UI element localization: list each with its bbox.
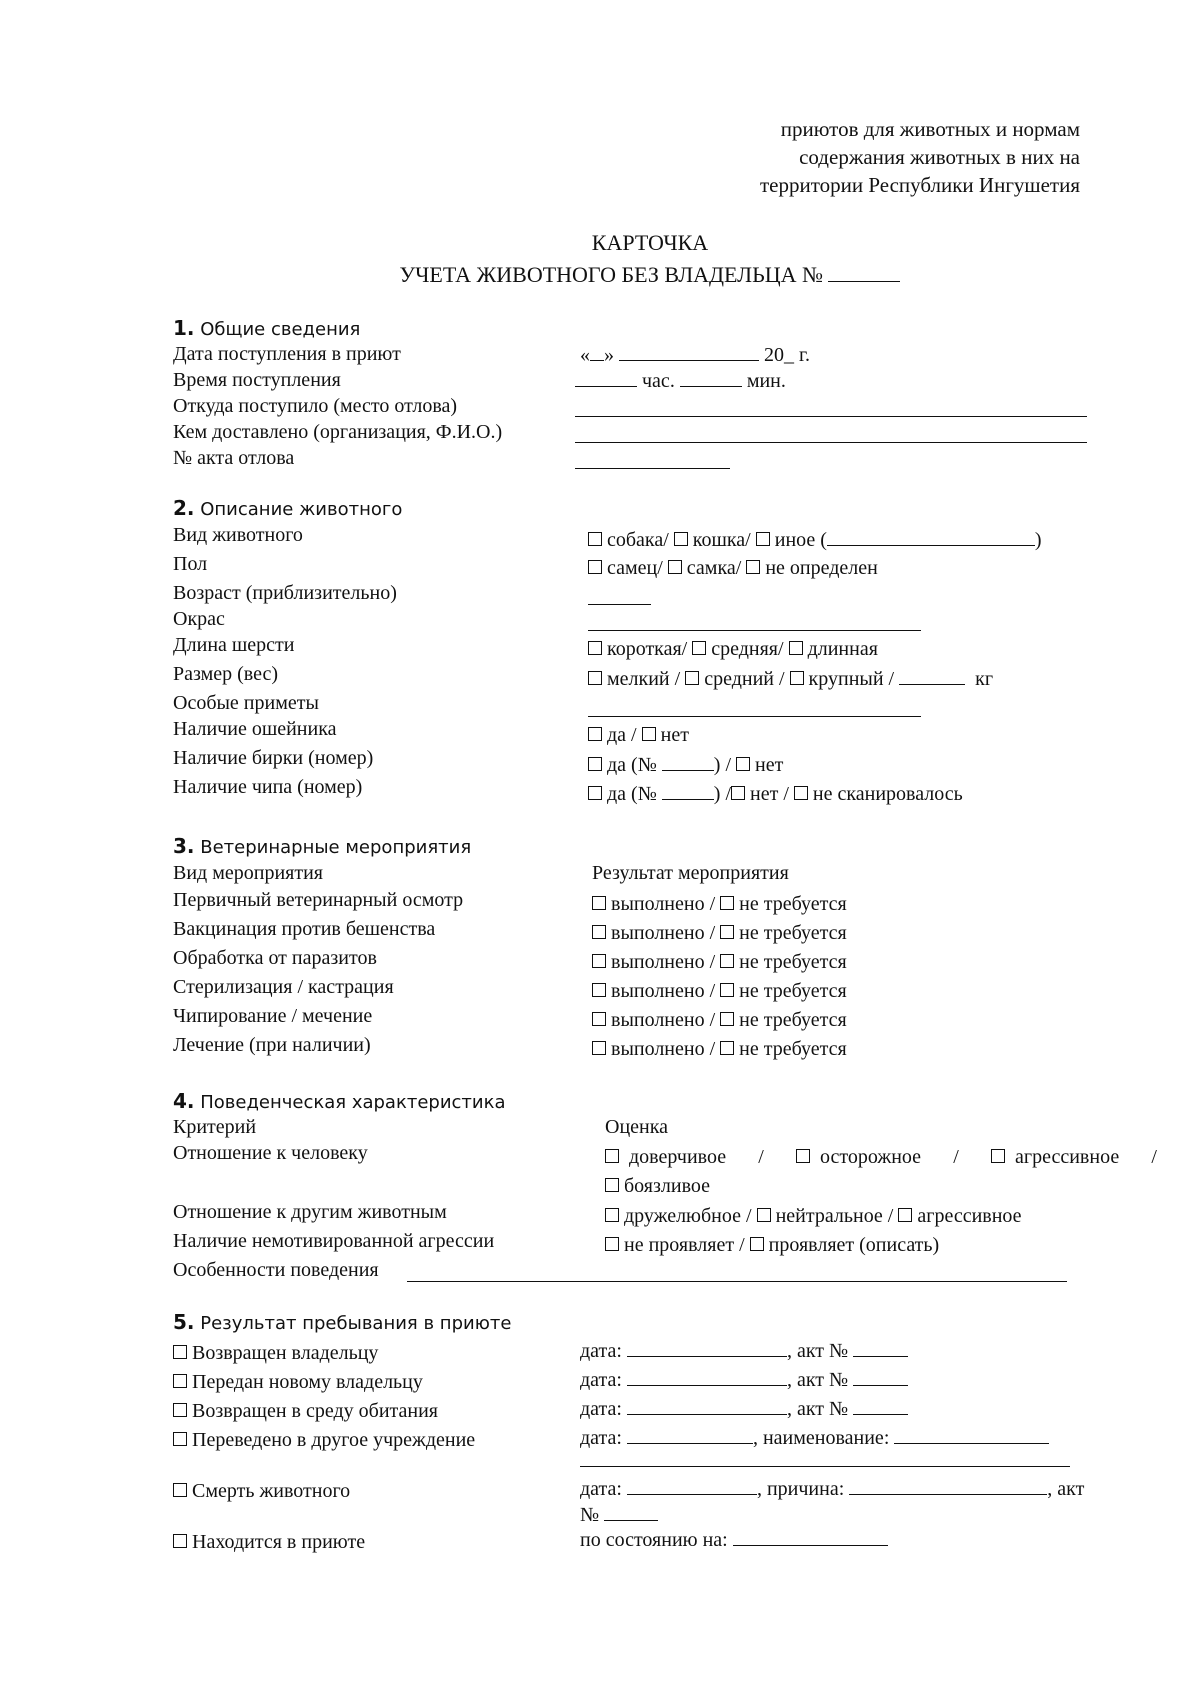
card-number-blank[interactable]	[828, 263, 900, 282]
chip-no-checkbox[interactable]	[731, 786, 745, 800]
outcome-new-owner-fields: дата: , акт №	[580, 1367, 908, 1392]
tag-options: да (№ ) / нет	[588, 752, 783, 777]
outcome-death-fields: дата: , причина: , акт	[580, 1478, 1085, 1500]
vet-done-checkbox[interactable]	[592, 954, 606, 968]
vet-not-required-checkbox[interactable]	[720, 954, 734, 968]
tag-yes-checkbox[interactable]	[588, 757, 602, 771]
capture-place-line[interactable]	[575, 416, 1087, 417]
section-5-heading: 5. Результат пребывания в приюте	[173, 1310, 512, 1334]
vet-row-label: Чипирование / мечение	[173, 1005, 373, 1027]
chip-label: Наличие чипа (номер)	[173, 776, 363, 798]
header-line-2: содержания животных в них на	[799, 145, 1080, 169]
vet-row-label: Первичный ветеринарный осмотр	[173, 889, 464, 911]
outcome-in-shelter: Находится в приюте	[173, 1530, 365, 1554]
behavior-features-label: Особенности поведения	[173, 1259, 379, 1281]
transfer-checkbox[interactable]	[173, 1432, 187, 1446]
header-line-3: территории Республики Ингушетия	[759, 173, 1080, 197]
habitat-checkbox[interactable]	[173, 1403, 187, 1417]
vet-col-result: Результат мероприятия	[592, 862, 789, 884]
outcome-habitat-fields: дата: , акт №	[580, 1396, 908, 1421]
arrival-time-field[interactable]: час. мин.	[575, 368, 786, 393]
behavior-col-criterion: Критерий	[173, 1116, 257, 1138]
vet-not-required-checkbox[interactable]	[720, 983, 734, 997]
vet-row-label: Лечение (при наличии)	[173, 1034, 371, 1056]
collar-options: да / нет	[588, 723, 689, 747]
arrival-time-label: Время поступления	[173, 369, 341, 391]
species-other-blank[interactable]	[827, 527, 1035, 546]
chip-not-scanned-checkbox[interactable]	[794, 786, 808, 800]
behavior-features-line[interactable]	[407, 1281, 1067, 1282]
vet-row-result: выполнено / не требуется	[592, 1008, 847, 1032]
size-options: мелкий / средний / крупный / кг	[588, 666, 993, 691]
human-aggressive-checkbox[interactable]	[991, 1149, 1005, 1163]
vet-row-result: выполнено / не требуется	[592, 1037, 847, 1061]
fur-label: Длина шерсти	[173, 634, 295, 656]
age-label: Возраст (приблизительно)	[173, 582, 397, 604]
species-label: Вид животного	[173, 524, 303, 546]
vet-done-checkbox[interactable]	[592, 1041, 606, 1055]
unmotivated-aggression-options: не проявляет / проявляет (описать)	[605, 1233, 939, 1257]
death-checkbox[interactable]	[173, 1483, 187, 1497]
outcome-transfer-fields: дата: , наименование:	[580, 1425, 1049, 1450]
size-large-checkbox[interactable]	[790, 671, 804, 685]
vet-row-label: Обработка от паразитов	[173, 947, 377, 969]
fur-short-checkbox[interactable]	[588, 641, 602, 655]
vet-not-required-checkbox[interactable]	[720, 1012, 734, 1026]
tag-number-blank[interactable]	[662, 752, 714, 771]
capture-act-label: № акта отлова	[173, 447, 295, 469]
arrival-date-label: Дата поступления в приют	[173, 343, 401, 365]
vet-done-checkbox[interactable]	[592, 896, 606, 910]
sex-male-checkbox[interactable]	[588, 560, 602, 574]
vet-row-result: выполнено / не требуется	[592, 921, 847, 945]
vet-not-required-checkbox[interactable]	[720, 925, 734, 939]
vet-row-label: Стерилизация / кастрация	[173, 976, 394, 998]
human-cautious-checkbox[interactable]	[796, 1149, 810, 1163]
section-4-heading: 4. Поведенческая характеристика	[173, 1089, 506, 1113]
outcome-returned: Возвращен владельцу	[173, 1341, 378, 1365]
sex-female-checkbox[interactable]	[668, 560, 682, 574]
human-trusting-checkbox[interactable]	[605, 1149, 619, 1163]
tag-no-checkbox[interactable]	[736, 757, 750, 771]
weight-blank[interactable]	[899, 666, 965, 685]
section-2-heading: 2. Описание животного	[173, 496, 403, 520]
chip-number-blank[interactable]	[662, 781, 714, 800]
species-options: собака/ кошка/ иное ( )	[588, 527, 1042, 552]
human-fearful-option: боязливое	[605, 1174, 710, 1198]
size-label: Размер (вес)	[173, 663, 279, 685]
animals-attitude-options: дружелюбное / нейтральное / агрессивное	[605, 1204, 1022, 1228]
human-attitude-label: Отношение к человеку	[173, 1142, 368, 1164]
age-line[interactable]	[588, 604, 651, 605]
outcome-death-act: №	[580, 1502, 658, 1527]
species-other-checkbox[interactable]	[756, 532, 770, 546]
special-marks-label: Особые приметы	[173, 692, 319, 714]
delivered-by-label: Кем доставлено (организация, Ф.И.О.)	[173, 421, 503, 443]
behavior-col-rating: Оценка	[605, 1116, 669, 1138]
vet-row-label: Вакцинация против бешенства	[173, 918, 436, 940]
human-fearful-checkbox[interactable]	[605, 1178, 619, 1192]
vet-row-result: выполнено / не требуется	[592, 979, 847, 1003]
chip-yes-checkbox[interactable]	[588, 786, 602, 800]
vet-not-required-checkbox[interactable]	[720, 1041, 734, 1055]
color-line[interactable]	[588, 630, 921, 631]
vet-done-checkbox[interactable]	[592, 983, 606, 997]
form-subtitle	[0, 260, 1200, 290]
sex-options: самец/ самка/ не определен	[588, 556, 878, 580]
animals-friendly-checkbox[interactable]	[605, 1208, 619, 1222]
new-owner-checkbox[interactable]	[173, 1374, 187, 1388]
section-1-heading: 1. Общие сведения	[173, 316, 361, 340]
arrival-date-field[interactable]: « » 20_ г.	[580, 344, 810, 366]
outcome-transfer: Переведено в другое учреждение	[173, 1428, 475, 1452]
capture-act-line[interactable]	[575, 468, 730, 469]
fur-options: короткая/ средняя/ длинная	[588, 637, 878, 661]
section-3-heading: 3. Ветеринарные мероприятия	[173, 834, 472, 858]
vet-row-result: выполнено / не требуется	[592, 950, 847, 974]
aggression-no-checkbox[interactable]	[605, 1237, 619, 1251]
sex-label: Пол	[173, 553, 208, 575]
collar-label: Наличие ошейника	[173, 718, 337, 740]
in-shelter-checkbox[interactable]	[173, 1534, 187, 1548]
outcome-returned-fields: дата: , акт №	[580, 1338, 908, 1363]
collar-yes-checkbox[interactable]	[588, 727, 602, 741]
collar-no-checkbox[interactable]	[642, 727, 656, 741]
outcome-new-owner: Передан новому владельцу	[173, 1370, 423, 1394]
aggression-yes-checkbox[interactable]	[750, 1237, 764, 1251]
tag-label: Наличие бирки (номер)	[173, 747, 374, 769]
sex-unknown-checkbox[interactable]	[746, 560, 760, 574]
vet-done-checkbox[interactable]	[592, 1012, 606, 1026]
header-line-1: приютов для животных и нормам	[780, 117, 1080, 141]
vet-not-required-checkbox[interactable]	[720, 896, 734, 910]
human-attitude-options: доверчивое / осторожное / агрессивное /	[605, 1145, 1157, 1169]
capture-place-label: Откуда поступило (место отлова)	[173, 395, 458, 417]
size-small-checkbox[interactable]	[588, 671, 602, 685]
color-label: Окрас	[173, 608, 225, 630]
vet-col-activity: Вид мероприятия	[173, 862, 323, 884]
outcome-habitat: Возвращен в среду обитания	[173, 1399, 438, 1423]
species-cat-checkbox[interactable]	[674, 532, 688, 546]
form-subtitle-text: УЧЕТА ЖИВОТНОГО БЕЗ ВЛАДЕЛЬЦА №	[399, 262, 823, 287]
outcome-death: Смерть животного	[173, 1479, 350, 1503]
transfer-name-line[interactable]	[580, 1466, 1070, 1467]
fur-long-checkbox[interactable]	[789, 641, 803, 655]
vet-row-result: выполнено / не требуется	[592, 892, 847, 916]
size-medium-checkbox[interactable]	[685, 671, 699, 685]
vet-done-checkbox[interactable]	[592, 925, 606, 939]
delivered-by-line[interactable]	[575, 442, 1087, 443]
animals-attitude-label: Отношение к другим животным	[173, 1201, 447, 1223]
outcome-in-shelter-fields: по состоянию на:	[580, 1527, 888, 1552]
special-marks-line[interactable]	[588, 716, 921, 717]
unmotivated-aggression-label: Наличие немотивированной агрессии	[173, 1230, 495, 1252]
species-dog-checkbox[interactable]	[588, 532, 602, 546]
chip-options: да (№ ) / нет / не сканировалось	[588, 781, 963, 806]
fur-medium-checkbox[interactable]	[692, 641, 706, 655]
returned-checkbox[interactable]	[173, 1345, 187, 1359]
animals-neutral-checkbox[interactable]	[757, 1208, 771, 1222]
form-title: КАРТОЧКА	[591, 230, 709, 255]
animals-aggressive-checkbox[interactable]	[898, 1208, 912, 1222]
